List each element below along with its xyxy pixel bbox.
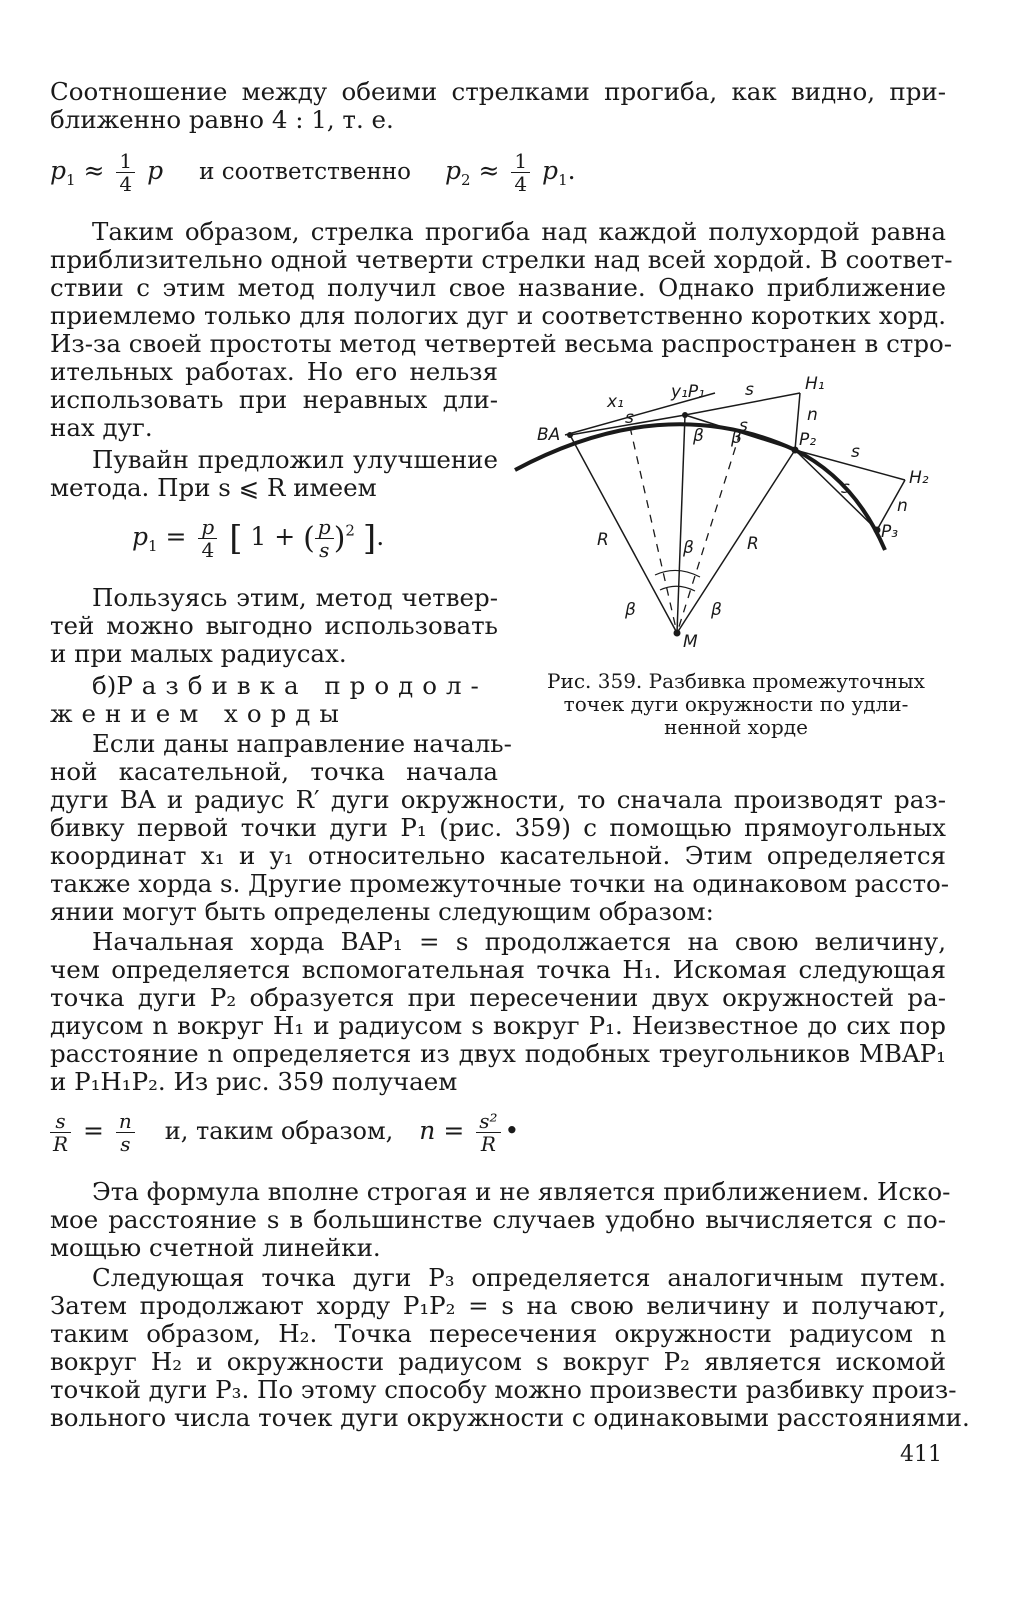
chord-3 [795,450,877,530]
text-line: Из-за своей простоты метод четвертей весьма распространен в стро- [50,329,953,358]
text-line: диусом n вокруг H₁ и радиусом s вокруг P₁. Неизвестное до сих пор [50,1011,946,1040]
text-line: тей можно выгодно использовать [50,611,498,640]
text-line: ближенно равно 4 : 1, т. е. [50,105,394,134]
text-line: вокруг H₂ и окружности радиусом s вокруг P₂ является искомой [50,1347,946,1376]
text-line: вольного числа точек дуги окружности с одинаковыми расстояниями. [50,1403,970,1432]
point-P3 [874,527,881,534]
label-s: s [841,478,850,498]
label-beta: β [731,428,742,448]
text-line: Если даны направление началь- [92,729,512,758]
point-A [567,432,573,438]
label-R: R [597,530,609,550]
text-line: ствии с этим метод получил свое название. Однако приближение [50,273,946,302]
section-heading: жением хорды [50,699,348,728]
label-beta: β [693,426,704,446]
text-line: расстояние n определяется из двух подобных треугольников MBAP₁ [50,1039,946,1068]
text-line: также хорда s. Другие промежуточные точки на одинаковом рассто- [50,869,950,898]
text-line: ительных работах. Но его нельзя [50,357,498,386]
label-beta: β [711,600,722,620]
text-line: чем определяется вспомогательная точка H₁. Искомая следующая [50,955,946,984]
label-s: s [739,416,748,436]
figure-359 [505,365,955,665]
point-P1 [682,412,688,418]
text-line: точкой дуги P₃. По этому способу можно произвести разбивку произ- [50,1375,957,1404]
label-n: n [807,405,818,425]
label-y1P1: y₁P₁ [671,382,705,402]
angle-arc [660,586,695,591]
label-BA: BA [537,425,561,445]
label-s: s [625,408,634,428]
label-M: M [683,632,698,652]
radius-2 [677,415,685,633]
text-line: Соотношение между обеими стрелками прогиба, как видно, при- [50,77,946,106]
text-line: мощью счетной линейки. [50,1233,381,1262]
angle-arc [655,570,700,577]
section-heading: б)Разбивка продол- [92,671,488,700]
label-x1: x₁ [607,392,624,412]
text-line: бивку первой точки дуги P₁ (рис. 359) с помощью прямоугольных [50,813,946,842]
text-line: Начальная хорда BAP₁ = s продолжается на свою величину, [92,927,946,956]
text-line: Затем продолжают хорду P₁P₂ = s на свою величину и получают, [50,1291,946,1320]
label-beta: β [625,600,636,620]
label-P2: P₂ [799,430,817,450]
text-line: Следующая точка дуги P₃ определяется аналогичным путем. [92,1263,946,1292]
text-line: использовать при неравных дли- [50,385,498,414]
text-line: Эта формула вполне строгая и не является приближением. Иско- [92,1177,951,1206]
label-beta: β [683,538,694,558]
formula-puvain: $p_1$ = $\frac{p}{4}$ [ 1 + ( $\frac{p}{s}$ )$^2$ ]. [132,515,385,562]
label-s: s [851,442,860,462]
text-line: приблизительно одной четверти стрелки над всей хордой. В соответ- [50,245,953,274]
label-H1: H₁ [805,374,825,394]
label-P3: P₃ [881,522,899,542]
page-number: 411 [900,1442,942,1467]
text-line: Пользуясь этим, метод четвер- [92,583,498,612]
point-P2 [792,447,799,454]
bisector-1 [630,427,677,633]
chord-extension-2 [795,450,905,480]
radius-1 [570,435,677,633]
bisector-2 [677,433,740,633]
text-line: Пувайн предложил улучшение [92,445,498,474]
text-line: приемлемо только для пологих дуг и соответственно коротких хорд. [50,301,946,330]
label-s: s [745,380,754,400]
text-line: мое расстояние s в большинстве случаев удобно вычисляется с по- [50,1205,946,1234]
text-line: янии могут быть определены следующим образом: [50,897,714,926]
formula-quarter-approx: $p_1$ ≈ $\frac{1}{4}$ p и соответственно $p_2$ ≈ $\frac{1}{4}$ $p_1$. [50,149,576,196]
figure-caption: Рис. 359. Разбивка промежуточных точек дуги окружности по удли- ненной хорде [547,669,925,739]
label-R: R [747,534,759,554]
text-line: и при малых радиусах. [50,639,347,668]
text-line: метода. При s ⩽ R имеем [50,473,377,502]
text-line: Таким образом, стрелка прогиба над каждой полухордой равна [92,217,946,246]
text-line: таким образом, H₂. Точка пересечения окружности радиусом n [50,1319,946,1348]
text-line: дуги BA и радиус R′ дуги окружности, то сначала производят раз- [50,785,946,814]
text-line: нах дуг. [50,413,153,442]
formula-n: $\frac{s}{R}$ = $\frac{n}{s}$ и, таким образом, n = $\frac{\text{s²}}{R}$ • [50,1110,519,1155]
label-n: n [897,496,908,516]
point-M [674,630,681,637]
label-H2: H₂ [909,468,929,488]
text-line: точка дуги P₂ образуется при пересечении двух окружностей ра- [50,983,946,1012]
text-line: и P₁H₁P₂. Из рис. 359 получаем [50,1067,458,1096]
radius-3 [677,450,795,633]
text-line: ной касательной, точка начала [50,757,498,786]
text-line: координат x₁ и y₁ относительно касательной. Этим определяется [50,841,946,870]
